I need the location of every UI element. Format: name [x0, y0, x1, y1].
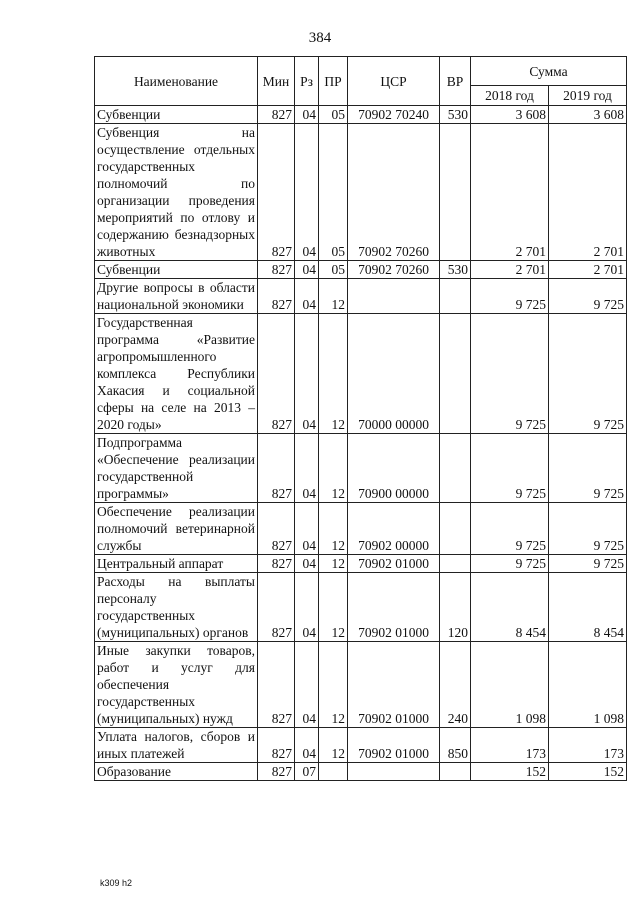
cell-y2018: 2 701	[471, 261, 549, 279]
header-csr: ЦСР	[348, 57, 440, 106]
table-row	[95, 261, 627, 279]
cell-name: Субвенция на осуществление отдельных государственных полномочий по организации проведения мероприятий по отлову и содержанию безнадзорных животных	[95, 124, 258, 261]
cell-pr: 12	[319, 642, 348, 728]
cell-vr: 120	[440, 573, 471, 642]
cell-pr	[319, 763, 348, 781]
cell-y2019: 9 725	[549, 555, 627, 573]
cell-name: Государственная программа «Развитие агропромышленного комплекса Республики Хакасия и социальной сферы на селе на 2013 – 2020 годы»	[95, 314, 258, 434]
cell-min: 827	[258, 261, 295, 279]
cell-rz: 04	[295, 314, 319, 434]
cell-y2019: 152	[549, 763, 627, 781]
cell-name: Центральный аппарат	[95, 555, 258, 573]
cell-vr	[440, 314, 471, 434]
cell-vr: 850	[440, 728, 471, 763]
cell-name: Уплата налогов, сборов и иных платежей	[95, 728, 258, 763]
cell-y2018: 9 725	[471, 314, 549, 434]
cell-min: 827	[258, 314, 295, 434]
cell-y2019: 9 725	[549, 503, 627, 555]
cell-rz: 04	[295, 555, 319, 573]
cell-csr: 70902 00000	[348, 503, 440, 555]
cell-min: 827	[258, 106, 295, 124]
cell-vr	[440, 434, 471, 503]
cell-vr	[440, 279, 471, 314]
cell-rz: 04	[295, 279, 319, 314]
cell-csr: 70000 00000	[348, 314, 440, 434]
cell-y2018: 8 454	[471, 573, 549, 642]
cell-y2019: 2 701	[549, 124, 627, 261]
cell-csr: 70902 01000	[348, 573, 440, 642]
cell-csr: 70902 01000	[348, 642, 440, 728]
cell-name: Образование	[95, 763, 258, 781]
cell-csr: 70902 70260	[348, 124, 440, 261]
table-row	[95, 763, 627, 781]
header-2018: 2018 год	[471, 86, 549, 106]
cell-pr: 05	[319, 261, 348, 279]
cell-y2019: 173	[549, 728, 627, 763]
cell-csr	[348, 279, 440, 314]
cell-rz: 04	[295, 728, 319, 763]
cell-name: Подпрограмма «Обеспечение реализации государственной программы»	[95, 434, 258, 503]
cell-csr: 70902 70260	[348, 261, 440, 279]
cell-name: Другие вопросы в области национальной экономики	[95, 279, 258, 314]
cell-csr: 70902 01000	[348, 555, 440, 573]
cell-rz: 04	[295, 503, 319, 555]
header-min: Мин	[258, 57, 295, 106]
footer-code: k309 h2	[100, 878, 133, 888]
cell-name: Субвенции	[95, 261, 258, 279]
cell-rz: 04	[295, 261, 319, 279]
cell-rz: 04	[295, 642, 319, 728]
cell-rz: 04	[295, 124, 319, 261]
cell-y2018: 9 725	[471, 279, 549, 314]
cell-pr: 12	[319, 573, 348, 642]
cell-pr: 12	[319, 314, 348, 434]
cell-name: Обеспечение реализации полномочий ветеринарной службы	[95, 503, 258, 555]
cell-y2019: 2 701	[549, 261, 627, 279]
cell-pr: 12	[319, 279, 348, 314]
cell-name: Субвенции	[95, 106, 258, 124]
cell-min: 827	[258, 763, 295, 781]
cell-rz: 04	[295, 106, 319, 124]
cell-y2018: 9 725	[471, 555, 549, 573]
cell-min: 827	[258, 503, 295, 555]
cell-rz: 04	[295, 573, 319, 642]
table-row	[95, 279, 627, 314]
cell-vr	[440, 555, 471, 573]
cell-y2019: 9 725	[549, 434, 627, 503]
cell-vr: 530	[440, 106, 471, 124]
cell-min: 827	[258, 728, 295, 763]
cell-rz: 04	[295, 434, 319, 503]
budget-table	[94, 56, 627, 781]
cell-y2019: 9 725	[549, 314, 627, 434]
cell-csr	[348, 763, 440, 781]
header-pr: ПР	[319, 57, 348, 106]
cell-y2019: 3 608	[549, 106, 627, 124]
header-name: Наименование	[95, 57, 258, 106]
cell-y2018: 3 608	[471, 106, 549, 124]
cell-pr: 12	[319, 434, 348, 503]
cell-min: 827	[258, 642, 295, 728]
cell-y2018: 1 098	[471, 642, 549, 728]
cell-name: Расходы на выплаты персоналу государственных (муниципальных) органов	[95, 573, 258, 642]
cell-pr: 12	[319, 503, 348, 555]
cell-y2018: 2 701	[471, 124, 549, 261]
header-rz: Рз	[295, 57, 319, 106]
cell-pr: 12	[319, 728, 348, 763]
cell-csr: 70902 01000	[348, 728, 440, 763]
cell-y2019: 9 725	[549, 279, 627, 314]
cell-vr: 530	[440, 261, 471, 279]
cell-y2018: 9 725	[471, 434, 549, 503]
cell-vr	[440, 763, 471, 781]
cell-vr	[440, 503, 471, 555]
cell-vr: 240	[440, 642, 471, 728]
table-row	[95, 573, 627, 642]
table-row	[95, 503, 627, 555]
table-row	[95, 434, 627, 503]
cell-rz: 07	[295, 763, 319, 781]
cell-pr: 05	[319, 106, 348, 124]
table-body	[95, 106, 627, 781]
cell-min: 827	[258, 434, 295, 503]
header-sum: Сумма	[471, 57, 627, 86]
cell-y2018: 152	[471, 763, 549, 781]
header-vr: ВР	[440, 57, 471, 106]
table-row	[95, 106, 627, 124]
cell-min: 827	[258, 124, 295, 261]
cell-vr	[440, 124, 471, 261]
cell-y2019: 8 454	[549, 573, 627, 642]
cell-pr: 05	[319, 124, 348, 261]
cell-csr: 70900 00000	[348, 434, 440, 503]
table-row	[95, 314, 627, 434]
cell-name: Иные закупки товаров, работ и услуг для обеспечения государственных (муниципальных) нужд	[95, 642, 258, 728]
table-row	[95, 555, 627, 573]
cell-pr: 12	[319, 555, 348, 573]
cell-min: 827	[258, 573, 295, 642]
cell-min: 827	[258, 555, 295, 573]
cell-csr: 70902 70240	[348, 106, 440, 124]
table-row	[95, 642, 627, 728]
header-2019: 2019 год	[549, 86, 627, 106]
table-row	[95, 728, 627, 763]
cell-y2018: 9 725	[471, 503, 549, 555]
cell-min: 827	[258, 279, 295, 314]
cell-y2018: 173	[471, 728, 549, 763]
page-number: 384	[308, 30, 332, 46]
cell-y2019: 1 098	[549, 642, 627, 728]
table-row	[95, 124, 627, 261]
